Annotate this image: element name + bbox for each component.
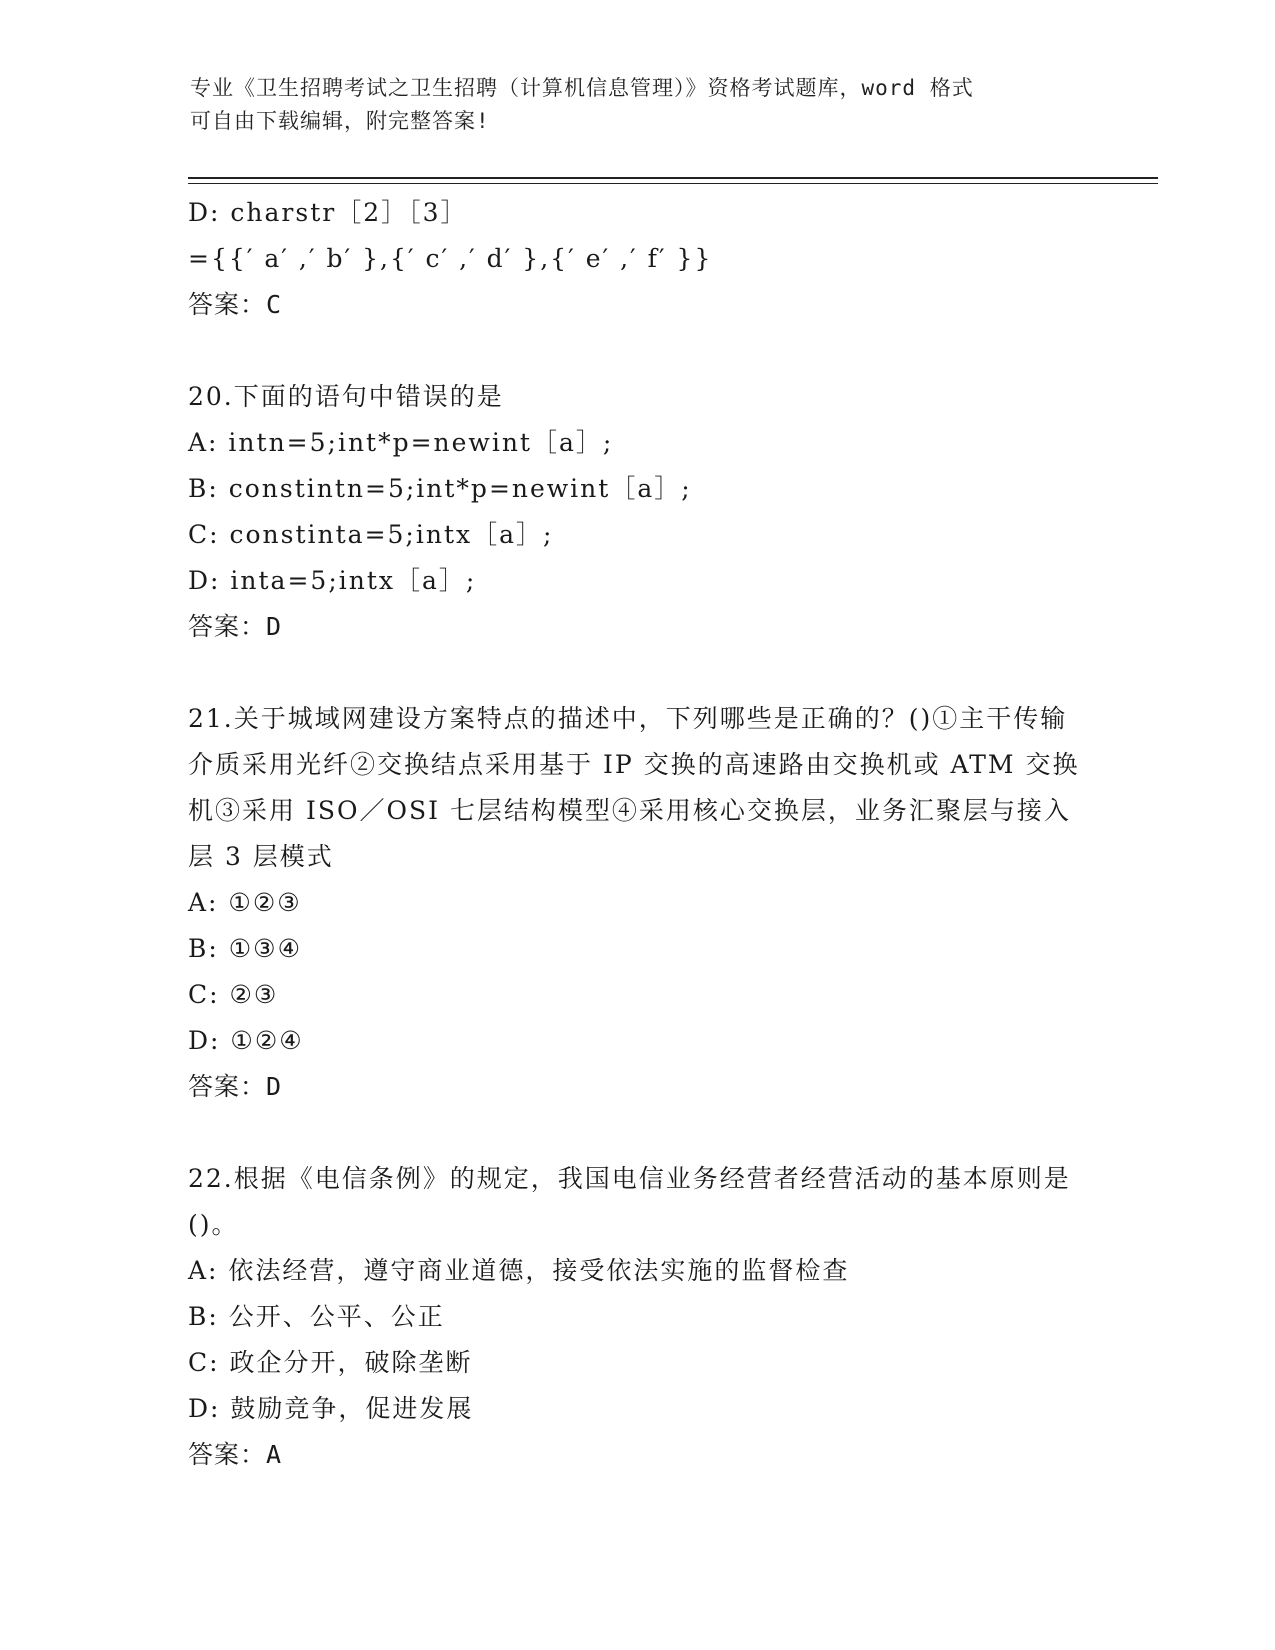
option-b: B: constintn=5;int*p=newint［a］; (188, 474, 692, 503)
option-d: D: 鼓励竞争，促进发展 (188, 1394, 474, 1423)
document-body (188, 190, 1088, 1478)
question-stem: 20.下面的语句中错误的是 (188, 382, 504, 411)
option-b: B: ①③④ (188, 934, 302, 963)
option-d: D: inta=5;intx［a］; (188, 566, 477, 595)
spacer (188, 650, 1088, 696)
option-d-continuation: ={{′ a′ ,′ b′ },{′ c′ ,′ d′ },{′ e′ ,′ f′ }} (188, 244, 713, 273)
option-c: C: 政企分开，破除垄断 (188, 1348, 473, 1377)
answer-line: 答案：C (188, 290, 283, 319)
header-line-1: 专业《卫生招聘考试之卫生招聘（计算机信息管理）》资格考试题库，word 格式 (190, 76, 974, 100)
option-a: A: 依法经营，遵守商业道德，接受依法实施的监督检查 (188, 1256, 850, 1285)
option-d: D: charstr［2］［3］ (188, 198, 468, 227)
option-a: A: intn=5;int*p=newint［a］; (188, 428, 614, 457)
answer-line: 答案：D (188, 1072, 283, 1101)
header-line-2: 可自由下载编辑，附完整答案! (190, 109, 490, 133)
answer-line: 答案：D (188, 612, 283, 641)
question-22 (188, 1156, 1088, 1478)
option-d: D: ①②④ (188, 1026, 304, 1055)
header-rule-thin (188, 183, 1158, 184)
spacer (188, 1110, 1088, 1156)
option-a: A: ①②③ (188, 888, 302, 917)
question-stem: 22.根据《电信条例》的规定，我国电信业务经营者经营活动的基本原则是()。 (188, 1164, 1071, 1239)
previous-question-tail (188, 190, 1088, 328)
option-b: B: 公开、公平、公正 (188, 1302, 445, 1331)
document-header (190, 72, 1070, 138)
question-stem: 21.关于城域网建设方案特点的描述中，下列哪些是正确的？()①主干传输介质采用光纤②交换结点采用基于 IP 交换的高速路由交换机或 ATM 交换机③采用 ISO／OSI 七层结构模型④采用核心交换层，业务汇聚层与接入层 3 层模式 (188, 704, 1080, 871)
question-20 (188, 374, 1088, 650)
spacer (188, 328, 1088, 374)
question-21 (188, 696, 1088, 1110)
option-c: C: constinta=5;intx［a］; (188, 520, 554, 549)
answer-line: 答案：A (188, 1440, 283, 1469)
header-rule-thick (188, 177, 1158, 179)
option-c: C: ②③ (188, 980, 279, 1009)
